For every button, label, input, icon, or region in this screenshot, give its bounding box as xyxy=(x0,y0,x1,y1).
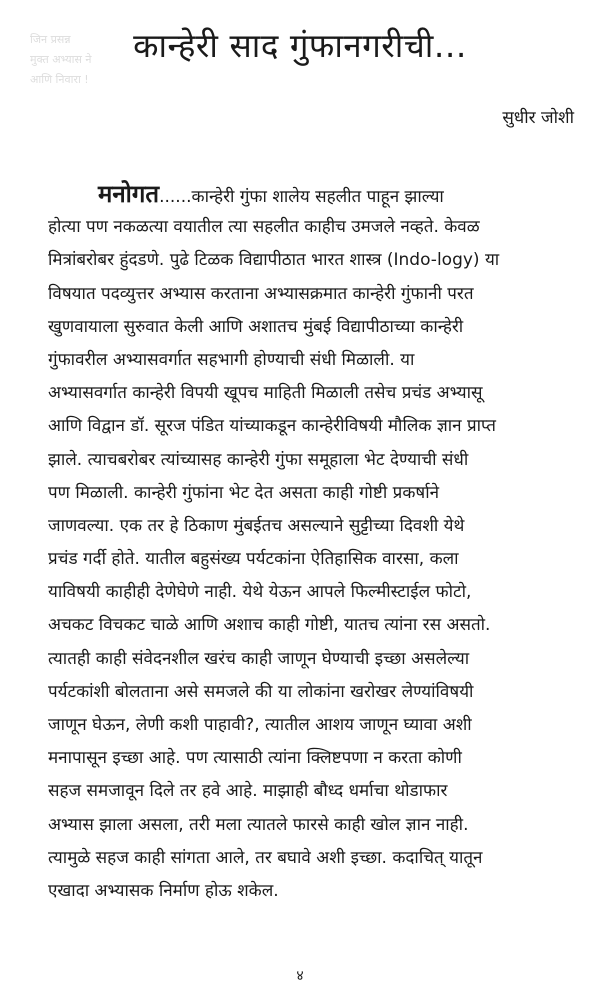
text-line-content: ......कान्हेरी गुंफा शालेय सहलीत पाहून झाल्या xyxy=(159,187,444,207)
text-line: गुंफावरील अभ्यासवर्गात सहभागी होण्याची संधी मिळाली. या xyxy=(48,349,415,370)
text-line: याविषयी काहीही देणेघेणे नाही. येथे येऊन आपले फिल्मीस्टाईल फोटो, xyxy=(48,582,472,603)
text-line: आणि विद्वान डॉ. सूरज पंडित यांच्याकडून कान्हेरीविषयी मौलिक ज्ञान प्राप्त xyxy=(48,416,496,437)
page-number: ४ xyxy=(296,968,304,984)
bleed-line: आणि निवारा ! xyxy=(30,73,89,86)
author-name: सुधीर जोशी xyxy=(502,108,574,128)
text-line: सहज समजावून दिले तर हवे आहे. माझाही बौध्द धर्माचा थोडाफार xyxy=(48,781,448,802)
text-line: अभ्यासवर्गात कान्हेरी विपयी खूपच माहिती मिळाली तसेच प्रचंड अभ्यासू xyxy=(48,383,483,404)
text-line xyxy=(48,178,562,211)
text-line: पण मिळाली. कान्हेरी गुंफांना भेट देत असता काही गोष्टी प्रकर्षाने xyxy=(48,482,440,503)
text-line: त्यामुळे सहज काही सांगता आले, तर बघावे अशी इच्छा. कदाचित् यातून xyxy=(48,847,483,868)
text-line: जाणवल्या. एक तर हे ठिकाण मुंबईतच असल्याने सुट्टीच्या दिवशी येथे xyxy=(48,515,465,536)
text-line: अचकट विचकट चाळे आणि अशाच काही गोष्टी, यातच त्यांना रस असतो. xyxy=(48,615,491,636)
page-title: कान्हेरी साद गुंफानगरीची... xyxy=(133,26,467,65)
bleed-line: मुक्त अभ्यास ने xyxy=(30,53,92,66)
text-line: प्रचंड गर्दी होते. यातील बहुसंख्य पर्यटकांना ऐतिहासिक वारसा, कला xyxy=(48,549,459,570)
text-line: अभ्यास झाला असला, तरी मला त्यातले फारसे काही खोल ज्ञान नाही. xyxy=(48,814,469,835)
text-line: त्यातही काही संवेदनशील खरंच काही जाणून घेण्याची इच्छा असलेल्या xyxy=(48,648,470,669)
text-line: होत्या पण नकळत्या वयातील त्या सहलीत काहीच उमजले नव्हते. केवळ xyxy=(48,217,480,238)
text-line: एखादा अभ्यासक निर्माण होऊ शकेल. xyxy=(48,880,279,901)
text-line: मनापासून इच्छा आहे. पण त्यासाठी त्यांना क्लिष्टपणा न करता कोणी xyxy=(48,748,462,769)
bleed-line: जिन प्रसन्न xyxy=(30,33,71,46)
text-line: मित्रांबरोबर हुंदडणे. पुढे टिळक विद्यापीठात भारत शास्त्र (Indo-logy) या xyxy=(48,250,500,271)
lead-word: मनोगत xyxy=(98,180,160,208)
text-line: जाणून घेऊन, लेणी कशी पाहावी?, त्यातील आशय जाणून घ्यावा अशी xyxy=(48,715,472,735)
text-line: खुणवायाला सुरुवात केली आणि अशातच मुंबई विद्यापीठाच्या कान्हेरी xyxy=(48,316,464,337)
article-body xyxy=(48,178,562,908)
text-line: झाले. त्याचबरोबर त्यांच्यासह कान्हेरी गुंफा समूहाला भेट देण्याची संधी xyxy=(48,449,469,470)
text-line: पर्यटकांशी बोलताना असे समजले की या लोकांना खरोखर लेण्यांविषयी xyxy=(48,681,474,702)
text-line: विषयात पदव्युत्तर अभ्यास करताना अभ्यासक्रमात कान्हेरी गुंफानी परत xyxy=(48,283,474,304)
